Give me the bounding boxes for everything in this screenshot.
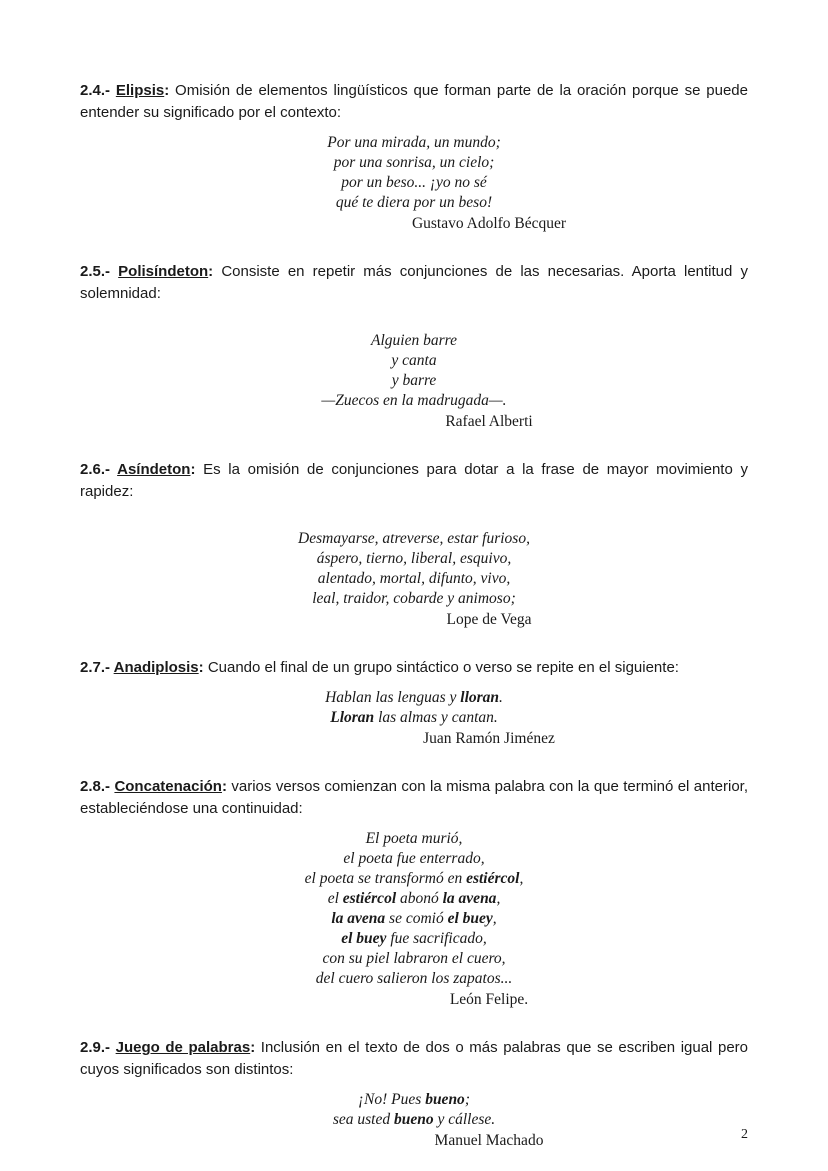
poem-line: El poeta murió, (365, 830, 463, 847)
poem-line: sea usted bueno y cállese. (332, 1111, 496, 1128)
poem-author: Juan Ramón Jiménez (423, 730, 555, 747)
poem-line: —Zuecos en la madrugada—. (321, 392, 507, 409)
poem-concatenacion (80, 829, 748, 989)
section-heading (80, 776, 748, 820)
poem-line: Lloran las almas y cantan. (330, 709, 498, 726)
section-colon: : (190, 461, 196, 478)
section-definition: varios versos comienzan con la misma palabra con la que terminó el anterior, estableciéndose una continuidad: (80, 778, 748, 817)
section-concatenacion (80, 776, 748, 1010)
section-definition: Cuando el final de un grupo sintáctico o verso se repite en el siguiente: (203, 659, 679, 676)
section-heading (80, 657, 748, 679)
section-definition: Es la omisión de conjunciones para dotar a la frase de mayor movimiento y rapidez: (80, 461, 748, 500)
section-title: Concatenación (114, 778, 222, 795)
section-colon: : (208, 263, 214, 280)
poem-line: qué te diera por un beso! (335, 194, 493, 211)
section-heading (80, 80, 748, 124)
section-elipsis (80, 80, 748, 234)
poem-line: el estiércol abonó la avena, (327, 890, 501, 907)
poem-line: Desmayarse, atreverse, estar furioso, (298, 530, 530, 547)
poem-juego-de-palabras (80, 1090, 748, 1130)
section-number: 2.5.- (80, 263, 111, 280)
poem-line: Alguien barre (371, 332, 457, 349)
section-title: Juego de palabras (115, 1039, 251, 1056)
page-number: 2 (741, 1127, 748, 1142)
poem-line: y barre (391, 372, 437, 389)
poem-line: por un beso... ¡yo no sé (341, 174, 487, 191)
poem-line: el buey fue sacrificado, (341, 930, 487, 947)
poem-line: Por una mirada, un mundo; (327, 134, 501, 151)
section-anadiplosis (80, 657, 748, 749)
poem-anadiplosis (80, 688, 748, 728)
section-asindeton (80, 459, 748, 630)
poem-line: Hablan las lenguas y lloran. (325, 689, 503, 706)
section-number: 2.4.- (80, 82, 111, 99)
section-title: Elipsis (115, 82, 165, 99)
section-definition: Omisión de elementos lingüísticos que forman parte de la oración porque se puede entender su significado por el contexto: (80, 82, 748, 121)
section-heading (80, 261, 748, 305)
section-heading (80, 459, 748, 503)
poem-polisindeton (80, 331, 748, 411)
section-colon: : (250, 1039, 256, 1056)
poem-line: la avena se comió el buey, (331, 910, 497, 927)
section-title: Anadiplosis (113, 659, 199, 676)
section-number: 2.9.- (80, 1039, 111, 1056)
poem-elipsis (80, 133, 748, 213)
section-colon: : (198, 659, 204, 676)
poem-line: áspero, tierno, liberal, esquivo, (316, 550, 512, 567)
poem-line: con su piel labraron el cuero, (322, 950, 506, 967)
poem-author: Manuel Machado (434, 1132, 544, 1149)
poem-asindeton (80, 529, 748, 609)
section-colon: : (221, 778, 227, 795)
poem-line: el poeta fue enterrado, (343, 850, 485, 867)
poem-line: leal, traidor, cobarde y animoso; (312, 590, 516, 607)
section-number: 2.6.- (80, 461, 111, 478)
poem-line: por una sonrisa, un cielo; (333, 154, 495, 171)
poem-line: y canta (391, 352, 437, 369)
poem-line: del cuero salieron los zapatos... (315, 970, 513, 987)
section-definition: Inclusión en el texto de dos o más palabras que se escriben igual pero cuyos significados son distintos: (80, 1039, 749, 1078)
poem-line: alentado, mortal, difunto, vivo, (317, 570, 511, 587)
section-definition: Consiste en repetir más conjunciones de las necesarias. Aporta lentitud y solemnidad: (80, 263, 749, 302)
section-title: Asíndeton (117, 461, 191, 478)
poem-author: Gustavo Adolfo Bécquer (411, 215, 567, 232)
poem-author: Lope de Vega (446, 611, 532, 628)
section-polisindeton (80, 261, 748, 432)
section-colon: : (164, 82, 170, 99)
section-number: 2.7.- (80, 659, 111, 676)
poem-line: ¡No! Pues bueno; (358, 1091, 470, 1108)
section-heading (80, 1037, 748, 1081)
section-number: 2.8.- (80, 778, 111, 795)
poem-author: Rafael Alberti (445, 413, 533, 430)
poem-line: el poeta se transformó en estiércol, (304, 870, 524, 887)
poem-author: León Felipe. (449, 991, 529, 1008)
section-juego-de-palabras (80, 1037, 748, 1151)
section-title: Polisíndeton (118, 263, 209, 280)
